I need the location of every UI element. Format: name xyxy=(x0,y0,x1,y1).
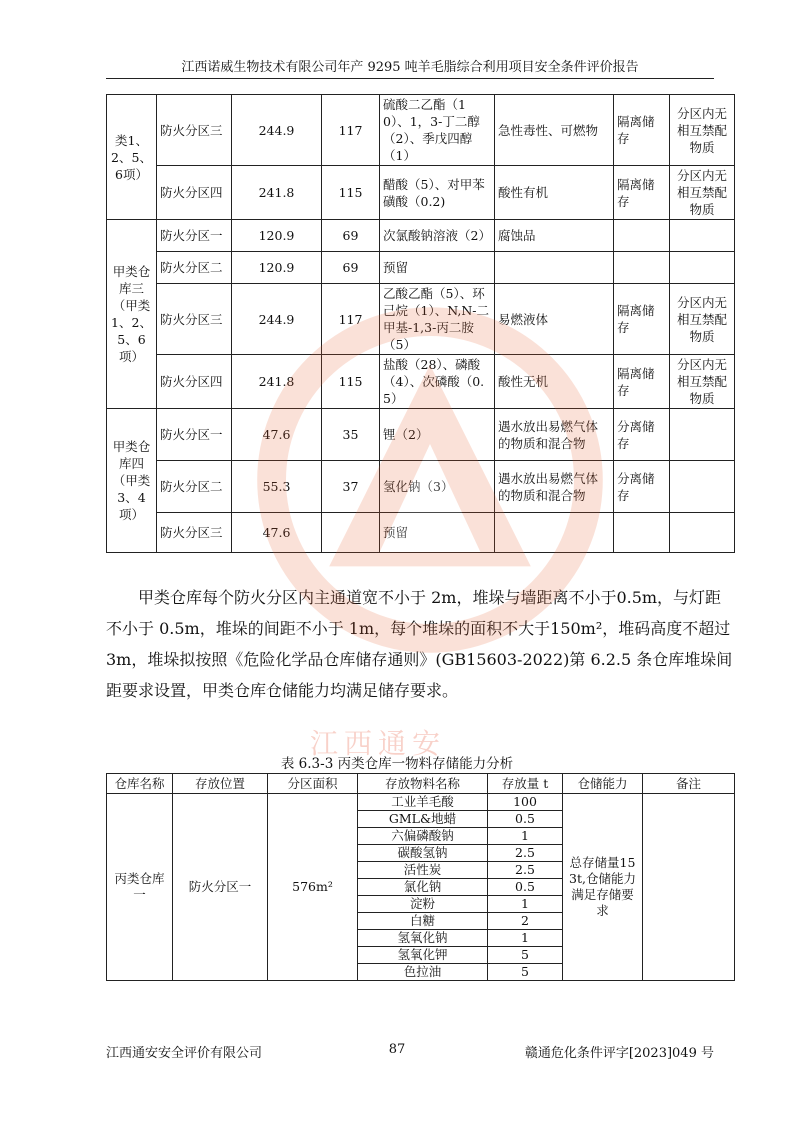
table-row xyxy=(107,355,735,409)
footer-company: 江西通安安全评价有限公司 xyxy=(106,1046,263,1061)
note-cell xyxy=(670,252,735,284)
zone-cell: 防火分区四 xyxy=(157,355,232,409)
zone-cell: 防火分区四 xyxy=(157,166,232,220)
storage-mode-cell: 分离储存 xyxy=(614,461,670,513)
zone-cell: 防火分区三 xyxy=(157,95,232,166)
capacity-cell: 37 xyxy=(322,461,380,513)
capacity-cell: 69 xyxy=(322,252,380,284)
quantity-cell: 5 xyxy=(488,947,563,964)
capacity-cell xyxy=(322,513,380,553)
capacity-cell: 117 xyxy=(322,284,380,355)
column-header: 存放物料名称 xyxy=(358,774,488,794)
area-cell: 55.3 xyxy=(232,461,322,513)
table-row xyxy=(107,409,735,461)
table-caption: 表 6.3-3 丙类仓库一物料存储能力分析 xyxy=(280,756,514,772)
zone-cell: 防火分区一 xyxy=(157,409,232,461)
column-header: 存放位置 xyxy=(173,774,268,794)
property-cell xyxy=(495,513,614,553)
material-name-cell: 淀粉 xyxy=(358,896,488,913)
storage-mode-cell xyxy=(614,220,670,252)
material-cell: 乙酸乙酯（5）、环己烷（1）、N,N-二甲基-1,3-丙二胺（5） xyxy=(380,284,495,355)
body-paragraph: 甲类仓库每个防火分区内主通道宽不小于 2m，堆垛与墙距离不小于0.5m，与灯距不小于 0.5m，堆垛的间距不小于 1m，每个堆垛的面积不大于150m²，堆码高度不超过 3m，堆垛拟按照《危险化学品仓库储存通则》(GB15603-2022)第 6.2.5 条仓库堆垛间距要求设置，甲类仓库仓储能力均满足储存要求。 xyxy=(106,588,733,700)
material-cell: 预留 xyxy=(380,513,495,553)
area-cell: 241.8 xyxy=(232,355,322,409)
warehouse-name-cell: 丙类仓库一 xyxy=(107,794,173,981)
property-cell: 易燃液体 xyxy=(495,284,614,355)
material-name-cell: 六偏磷酸钠 xyxy=(358,828,488,845)
material-cell: 盐酸（28）、磷酸（4）、次磷酸（0.5） xyxy=(380,355,495,409)
property-cell xyxy=(495,252,614,284)
table-row xyxy=(107,284,735,355)
table-row xyxy=(107,166,735,220)
note-cell xyxy=(670,220,735,252)
material-cell: 氢化钠（3） xyxy=(380,461,495,513)
storage-mode-cell: 隔离储存 xyxy=(614,284,670,355)
warehouse-label: 甲类仓库三（甲类1、2、5、6项） xyxy=(107,220,157,409)
area-cell: 120.9 xyxy=(232,252,322,284)
property-cell: 酸性无机 xyxy=(495,355,614,409)
material-name-cell: 氢氧化钠 xyxy=(358,930,488,947)
note-cell: 分区内无相互禁配物质 xyxy=(670,166,735,220)
table-row xyxy=(107,513,735,553)
area-cell: 576m² xyxy=(268,794,358,981)
note-cell: 分区内无相互禁配物质 xyxy=(670,284,735,355)
material-name-cell: 色拉油 xyxy=(358,964,488,981)
quantity-cell: 1 xyxy=(488,896,563,913)
table-row xyxy=(107,461,735,513)
storage-mode-cell: 隔离储存 xyxy=(614,355,670,409)
area-cell: 47.6 xyxy=(232,513,322,553)
column-header: 仓储能力 xyxy=(563,774,643,794)
area-cell: 244.9 xyxy=(232,284,322,355)
capacity-cell: 115 xyxy=(322,166,380,220)
column-header: 存放量 t xyxy=(488,774,563,794)
quantity-cell: 0.5 xyxy=(488,879,563,896)
quantity-cell: 1 xyxy=(488,828,563,845)
location-cell: 防火分区一 xyxy=(173,794,268,981)
material-name-cell: 氯化钠 xyxy=(358,879,488,896)
warehouse-label: 类1、2、5、6项） xyxy=(107,95,157,220)
watermark-text: 江西通安 xyxy=(310,727,447,760)
capacity-cell: 117 xyxy=(322,95,380,166)
column-header: 仓库名称 xyxy=(107,774,173,794)
material-cell: 硫酸二乙酯（10）、1，3-丁二醇（2）、季戊四醇（1） xyxy=(380,95,495,166)
zone-cell: 防火分区二 xyxy=(157,461,232,513)
note-cell xyxy=(670,513,735,553)
column-header: 备注 xyxy=(643,774,735,794)
quantity-cell: 0.5 xyxy=(488,811,563,828)
quantity-cell: 2.5 xyxy=(488,862,563,879)
area-cell: 120.9 xyxy=(232,220,322,252)
quantity-cell: 2 xyxy=(488,913,563,930)
note-cell: 分区内无相互禁配物质 xyxy=(670,355,735,409)
capacity-cell: 35 xyxy=(322,409,380,461)
note-cell: 分区内无相互禁配物质 xyxy=(670,95,735,166)
property-cell: 腐蚀品 xyxy=(495,220,614,252)
quantity-cell: 2.5 xyxy=(488,845,563,862)
hazmat-storage-table xyxy=(106,94,735,553)
quantity-cell: 1 xyxy=(488,930,563,947)
capacity-cell: 115 xyxy=(322,355,380,409)
zone-cell: 防火分区一 xyxy=(157,220,232,252)
storage-mode-cell: 隔离储存 xyxy=(614,95,670,166)
zone-cell: 防火分区二 xyxy=(157,252,232,284)
page-header: 江西诺威生物技术有限公司年产 9295 吨羊毛脂综合利用项目安全条件评价报告 xyxy=(106,56,714,79)
material-name-cell: 工业羊毛酸 xyxy=(358,794,488,811)
note-cell xyxy=(643,794,735,981)
material-name-cell: 活性炭 xyxy=(358,862,488,879)
page-number: 87 xyxy=(388,1042,406,1057)
area-cell: 47.6 xyxy=(232,409,322,461)
storage-mode-cell: 隔离储存 xyxy=(614,166,670,220)
quantity-cell: 5 xyxy=(488,964,563,981)
area-cell: 244.9 xyxy=(232,95,322,166)
note-cell xyxy=(670,461,735,513)
material-name-cell: GML&地蜡 xyxy=(358,811,488,828)
table-row xyxy=(107,220,735,252)
table-row xyxy=(107,252,735,284)
class-c-warehouse-table xyxy=(106,773,735,981)
quantity-cell: 100 xyxy=(488,794,563,811)
material-name-cell: 氢氧化钾 xyxy=(358,947,488,964)
property-cell: 急性毒性、可燃物 xyxy=(495,95,614,166)
material-name-cell: 碳酸氢钠 xyxy=(358,845,488,862)
table-row xyxy=(107,95,735,166)
storage-mode-cell: 分离储存 xyxy=(614,409,670,461)
area-cell: 241.8 xyxy=(232,166,322,220)
material-name-cell: 白糖 xyxy=(358,913,488,930)
note-cell xyxy=(670,409,735,461)
material-cell: 预留 xyxy=(380,252,495,284)
zone-cell: 防火分区三 xyxy=(157,513,232,553)
material-cell: 醋酸（5）、对甲苯磺酸（0.2) xyxy=(380,166,495,220)
capacity-cell: 总存储量153t,仓储能力满足存储要求 xyxy=(563,794,643,981)
storage-mode-cell xyxy=(614,513,670,553)
table-row xyxy=(107,794,735,811)
material-cell: 锂（2） xyxy=(380,409,495,461)
property-cell: 遇水放出易燃气体的物质和混合物 xyxy=(495,409,614,461)
footer-doc-number: 赣通危化条件评字[2023]049 号 xyxy=(524,1046,714,1061)
property-cell: 酸性有机 xyxy=(495,166,614,220)
column-header: 分区面积 xyxy=(268,774,358,794)
zone-cell: 防火分区三 xyxy=(157,284,232,355)
storage-mode-cell xyxy=(614,252,670,284)
warehouse-label: 甲类仓库四（甲类3、4项） xyxy=(107,409,157,553)
property-cell: 遇水放出易燃气体的物质和混合物 xyxy=(495,461,614,513)
capacity-cell: 69 xyxy=(322,220,380,252)
material-cell: 次氯酸钠溶液（2） xyxy=(380,220,495,252)
